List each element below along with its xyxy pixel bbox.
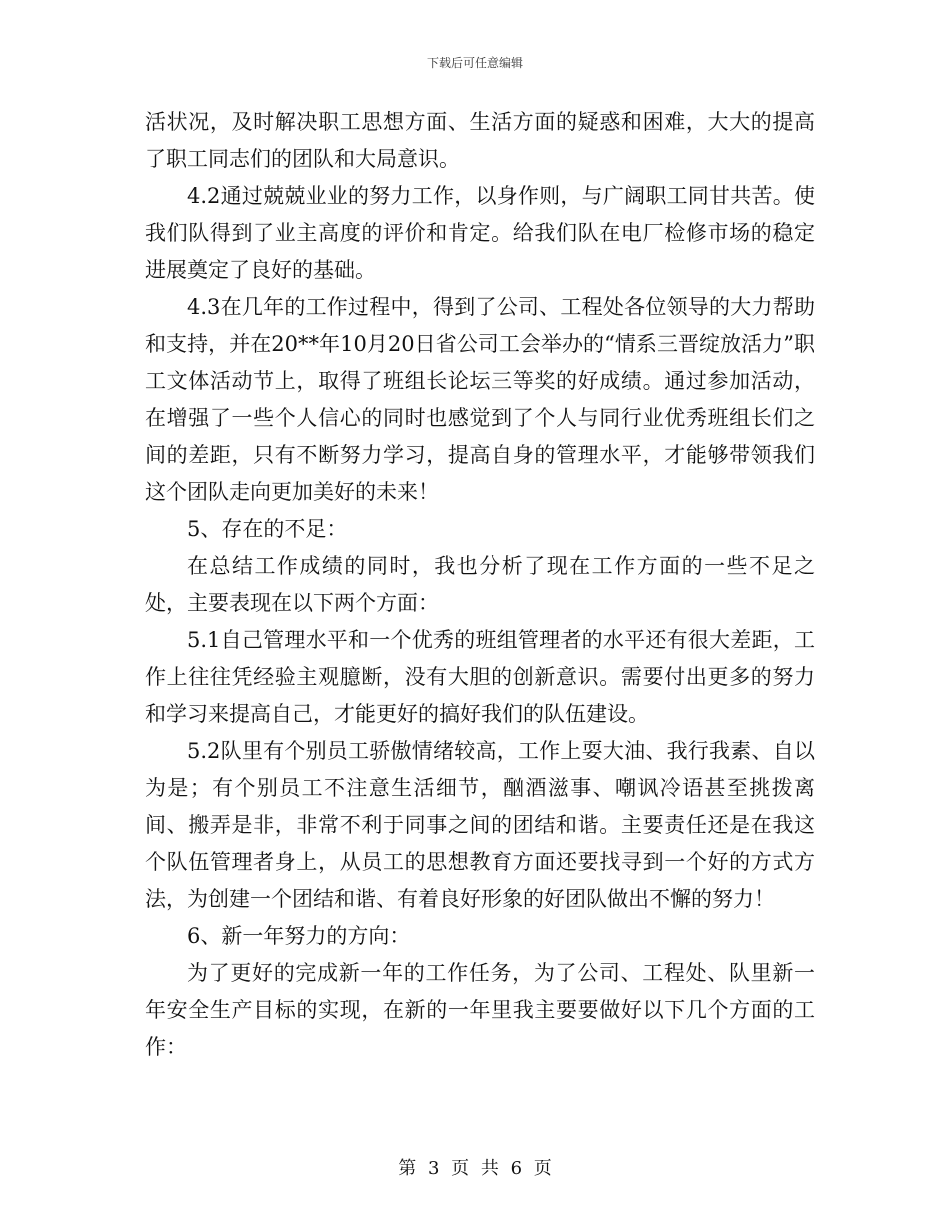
- paragraph-6-intro: 为了更好的完成新一年的工作任务，为了公司、工程处、队里新一年安全生产目标的实现，在新的一年里我主要要做好以下几个方面的工作：: [145, 961, 815, 1059]
- document-body: [145, 104, 815, 1066]
- section-heading-5: 5、存在的不足：: [187, 517, 348, 541]
- paragraph-5-intro: 在总结工作成绩的同时，我也分析了现在工作方面的一些不足之处，主要表现在以下两个方面：: [145, 554, 815, 615]
- page-header: 下载后可任意编辑: [426, 56, 523, 70]
- page-number: 第 3 页 共 6 页: [398, 1158, 552, 1179]
- paragraph-3: 4.3在几年的工作过程中，得到了公司、工程处各位领导的大力帮助和支持，并在20**年10月20日省公司工会举办的“情系三晋绽放活力”职工文体活动节上，取得了班组长论坛三等奖的好成绩。通过参加活动，在增强了一些个人信心的同时也感觉到了个人与同行业优秀班组长们之间的差距，只有不断努力学习，提高自身的管理水平，才能够带领我们这个团队走向更加美好的未来！: [145, 295, 815, 504]
- paragraph-5-2: 5.2队里有个别员工骄傲情绪较高，工作上耍大油、我行我素、自以为是；有个别员工不注意生活细节，酗酒滋事、嘲讽冷语甚至挑拨离间、搬弄是非，非常不利于同事之间的团结和谐。主要责任还是在我这个队伍管理者身上，从员工的思想教育方面还要找寻到一个好的方式方法，为创建一个团结和谐、有着良好形象的好团队做出不懈的努力！: [145, 739, 815, 911]
- paragraph-2: 4.2通过兢兢业业的努力工作，以身作则，与广阔职工同甘共苦。使我们队得到了业主高度的评价和肯定。给我们队在电厂检修市场的稳定进展奠定了良好的基础。: [145, 184, 815, 282]
- paragraph-5-1: 5.1自己管理水平和一个优秀的班组管理者的水平还有很大差距，工作上往往凭经验主观臆断，没有大胆的创新意识。需要付出更多的努力和学习来提高自己，才能更好的搞好我们的队伍建设。: [145, 628, 815, 726]
- section-heading-6: 6、新一年努力的方向：: [187, 924, 411, 948]
- paragraph-1: 活状况，及时解决职工思想方面、生活方面的疑惑和困难，大大的提高了职工同志们的团队和大局意识。: [145, 110, 815, 171]
